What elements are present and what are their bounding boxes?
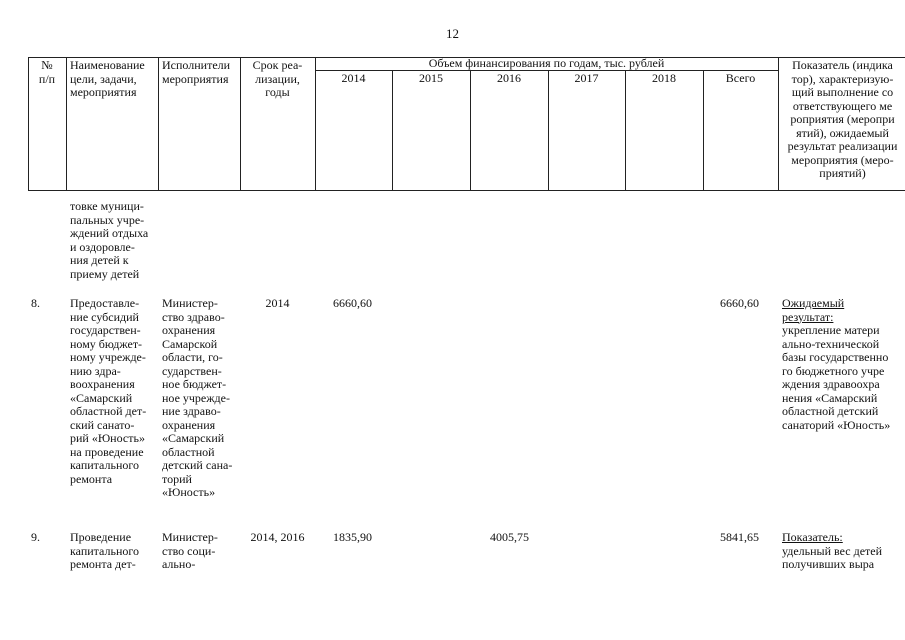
col-border-8 bbox=[625, 70, 626, 191]
col-border-2 bbox=[158, 57, 159, 191]
row-9-name bbox=[70, 531, 158, 572]
header-executors-text: Исполнители мероприятия bbox=[162, 58, 231, 86]
col-border-9 bbox=[703, 70, 704, 191]
col-border-1 bbox=[66, 57, 67, 191]
row-8-executors bbox=[162, 297, 240, 500]
header-year-2016: 2016 bbox=[497, 71, 521, 85]
row-9-name-text: Проведение капитального ремонта дет- bbox=[70, 530, 139, 571]
row-9-executors bbox=[162, 531, 240, 572]
header-indicator-text: Показатель (индика тор), характеризую- щий выполнение со ответствующего ме роприятия (меропри ятий), ожидаемый результат реализации мероприятия (меро- приятий) bbox=[787, 58, 898, 180]
header-year-2014: 2014 bbox=[341, 71, 366, 85]
row-8-2014: 6660,60 bbox=[333, 296, 372, 310]
header-name bbox=[70, 59, 158, 100]
header-term-text: Срок реа- лизации, годы bbox=[252, 58, 303, 99]
header-bottom-border bbox=[28, 190, 905, 191]
row-8-num: 8. bbox=[31, 296, 40, 310]
header-year-2015: 2015 bbox=[419, 71, 443, 85]
row-8-name-text: Предоставле- ние субсидий государствен- ному бюджет- ному учрежде- нию здра- воохранения «Самарский областной дет- ский санато- рий «Юность» на проведение капитального ремонта bbox=[70, 296, 147, 486]
header-term bbox=[240, 59, 315, 100]
col-border-6 bbox=[470, 70, 471, 191]
row-9-indicator bbox=[782, 531, 905, 572]
row-9-2016: 4005,75 bbox=[490, 530, 529, 544]
row-8-term: 2014 bbox=[265, 296, 290, 310]
col-border-7 bbox=[548, 70, 549, 191]
row-9-2014: 1835,90 bbox=[333, 530, 372, 544]
header-year-2017: 2017 bbox=[574, 71, 599, 85]
header-total: Всего bbox=[725, 71, 756, 85]
continuation-name-text: товке муници- пальных учре- ждений отдыха и оздоровле- ния детей к приему детей bbox=[70, 199, 149, 281]
row-8-total: 6660,60 bbox=[720, 296, 759, 310]
row-8-executors-text: Министер- ство здраво- охранения Самарской области, го- сударствен- ное бюджет- ное учрежде- ние здраво- охранения «Самарский областной детский сана- торий «Юность» bbox=[162, 296, 233, 499]
col-border-10 bbox=[778, 57, 779, 191]
row-8-indicator bbox=[782, 297, 905, 432]
row-9-num: 9. bbox=[31, 530, 40, 544]
row-9-term: 2014, 2016 bbox=[250, 530, 305, 544]
col-border-5 bbox=[392, 70, 393, 191]
continuation-name bbox=[70, 200, 158, 281]
row-9-indicator-text: удельный вес детей получивших выра bbox=[782, 543, 883, 571]
header-indicator bbox=[780, 59, 905, 181]
row-9-total: 5841,65 bbox=[720, 530, 759, 544]
row-8-indicator-text: укрепление матери ально-технической базы государственно го бюджетного учре ждения здравоохра нения «Самарский областной детский санаторий «Юность» bbox=[782, 323, 891, 432]
header-num-text: № п/п bbox=[38, 58, 56, 86]
header-year-2018: 2018 bbox=[652, 71, 676, 85]
header-funding bbox=[315, 57, 778, 71]
page-number: 12 bbox=[446, 26, 459, 41]
row-9-executors-text: Министер- ство соци- ально- bbox=[162, 530, 218, 571]
row-9-indicator-title: Показатель: bbox=[782, 530, 843, 544]
row-8-indicator-title: Ожидаемый результат: bbox=[782, 296, 845, 324]
header-funding-text: Объем финансирования по годам, тыс. рублей bbox=[428, 56, 665, 70]
header-num bbox=[28, 59, 66, 86]
header-executors bbox=[162, 59, 240, 86]
row-8-name bbox=[70, 297, 158, 486]
header-name-text: Наименование цели, задачи, мероприятия bbox=[70, 58, 145, 99]
